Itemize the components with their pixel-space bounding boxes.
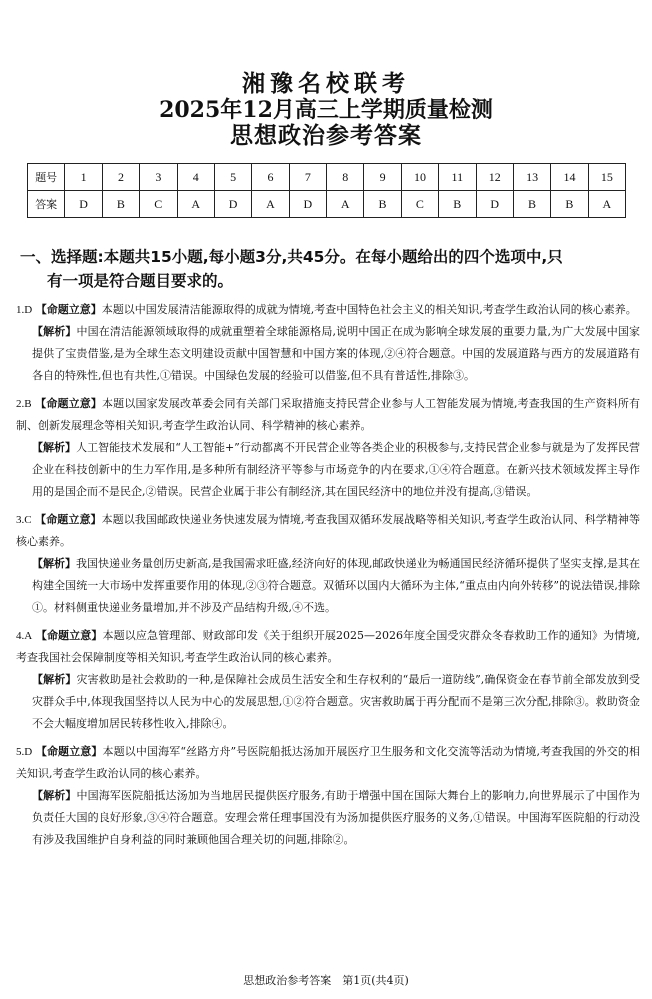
question-number-cell: 10	[401, 164, 438, 191]
question-analysis	[16, 553, 640, 619]
analysis-tag: 【解析】	[32, 673, 77, 686]
answer-cell: D	[289, 191, 326, 218]
question-explanations	[16, 299, 640, 857]
question-explanation	[16, 393, 640, 503]
question-analysis	[16, 437, 640, 503]
intent-tag: 【命题立意】	[35, 745, 103, 758]
question-intent	[16, 741, 640, 785]
answer-cell: D	[65, 191, 102, 218]
question-number-cell: 4	[177, 164, 214, 191]
answer-cell: C	[401, 191, 438, 218]
answer-table	[27, 163, 626, 218]
question-number-cell: 3	[140, 164, 177, 191]
answer-cell: A	[588, 191, 625, 218]
question-number-answer: 5.D	[16, 746, 33, 758]
question-intent	[16, 299, 640, 321]
analysis-tag: 【解析】	[32, 325, 77, 338]
exam-name-title: 2025年12月高三上学期质量检测	[159, 97, 493, 123]
intent-tag: 【命题立意】	[35, 629, 103, 642]
analysis-text: 人工智能技术发展和“人工智能+”行动都离不开民营企业等各类企业的积极参与,支持民营企业参与就是为了发挥民营企业在科技创新中的生力军作用,是多种所有制经济平等参与市场竞争的内在要求,①④符合题意。在新兴技术领域发挥主导作用的是国企而不是民企,②错误。民营企业属于非公有制经济,其在国民经济中的地位并没有提高,③错误。	[32, 441, 640, 498]
answer-cell: B	[364, 191, 401, 218]
question-number-cell: 7	[289, 164, 326, 191]
question-number-cell: 9	[364, 164, 401, 191]
answer-cell: B	[439, 191, 476, 218]
answer-cell: B	[551, 191, 588, 218]
answer-row	[28, 191, 626, 218]
section-heading-line1: 一、选择题:本题共15小题,每小题3分,共45分。在每小题给出的四个选项中,只	[20, 248, 563, 266]
intent-text: 本题以国家发展改革委会同有关部门采取措施支持民营企业参与人工智能发展为情境,考查我国的生产资料所有制、创新发展理念等相关知识,考查学生政治认同、科学精神的核心素养。	[16, 397, 641, 432]
question-explanation	[16, 741, 640, 851]
analysis-text: 中国在清洁能源领域取得的成就重塑着全球能源格局,说明中国正在成为影响全球发展的重要力量,为广大发展中国家提供了宝贵借鉴,是为全球生态文明建设贡献中国智慧和中国方案的体现,②④符合题意。中国的发展道路与西方的发展道路有各自的特殊性,但也有共性,①错误。中国绿色发展的经验可以借鉴,但不具有普适性,排除③。	[32, 325, 640, 382]
question-number-cell: 12	[476, 164, 513, 191]
question-number-cell: 8	[327, 164, 364, 191]
analysis-text: 灾害救助是社会救助的一种,是保障社会成员生活安全和生存权利的“最后一道防线”,确保资金在春节前全部发放到受灾群众手中,体现我国坚持以人民为中心的发展思想,①②符合题意。灾害救助属于再分配而不是第三次分配,排除③。救助资金不会大幅度增加居民转移性收入,排除④。	[32, 673, 640, 730]
question-analysis	[16, 669, 640, 735]
answer-cell: D	[476, 191, 513, 218]
question-analysis	[16, 321, 640, 387]
answer-cell: C	[140, 191, 177, 218]
question-number-answer: 1.D	[16, 304, 33, 316]
question-explanation	[16, 625, 640, 735]
question-number-cell: 1	[65, 164, 102, 191]
analysis-text: 中国海军医院船抵达汤加为当地居民提供医疗服务,有助于增强中国在国际大舞台上的影响力,向世界展示了中国作为负责任大国的良好形象,③④符合题意。安理会常任理事国没有为汤加提供医疗服务的义务,①错误。中国海军医院船的行动没有涉及我国维护自身利益的同时兼顾他国合理关切的问题,排除②。	[32, 789, 640, 846]
exam-org-title: 湘豫名校联考	[242, 70, 410, 97]
question-number-cell: 14	[551, 164, 588, 191]
question-number-row	[28, 164, 626, 191]
intent-tag: 【命题立意】	[35, 303, 102, 316]
section-heading-line2: 有一项是符合题目要求的。	[47, 272, 234, 290]
analysis-tag: 【解析】	[32, 557, 77, 570]
question-number-cell: 11	[439, 164, 476, 191]
intent-text: 本题以中国发展清洁能源取得的成就为情境,考查中国特色社会主义的相关知识,考查学生政治认同的核心素养。	[101, 303, 637, 316]
intent-tag: 【命题立意】	[35, 397, 103, 410]
intent-tag: 【命题立意】	[35, 513, 102, 526]
question-number-answer: 4.A	[16, 630, 33, 642]
answer-cell: D	[214, 191, 251, 218]
question-intent	[16, 393, 640, 437]
question-explanation	[16, 509, 640, 619]
row-label-answer: 答案	[28, 191, 65, 218]
question-number-cell: 6	[252, 164, 289, 191]
question-number-answer: 3.C	[16, 514, 32, 526]
question-number-cell: 2	[102, 164, 139, 191]
answer-cell: A	[252, 191, 289, 218]
answer-cell: B	[513, 191, 550, 218]
answer-cell: B	[102, 191, 139, 218]
analysis-text: 我国快递业务量创历史新高,是我国需求旺盛,经济向好的体现,邮政快递业为畅通国民经济循环提供了坚实支撑,是其在构建全国统一大市场中发挥重要作用的体现,②③符合题意。双循环以国内大循环为主体,“重点由内向外转移”的说法错误,排除①。材料侧重快递业务量增加,并不涉及产品结构升级,④不选。	[32, 557, 641, 614]
analysis-tag: 【解析】	[32, 441, 77, 454]
analysis-tag: 【解析】	[32, 789, 77, 802]
intent-text: 本题以中国海军“丝路方舟”号医院船抵达汤加开展医疗卫生服务和文化交流等活动为情境,考查我国的外交的相关知识,考查学生政治认同的核心素养。	[16, 745, 640, 780]
page-footer: 思想政治参考答案 第1页(共4页)	[243, 974, 409, 987]
question-analysis	[16, 785, 640, 851]
question-number-answer: 2.B	[16, 398, 32, 410]
question-number-cell: 13	[513, 164, 550, 191]
intent-text: 本题以应急管理部、财政部印发《关于组织开展2025—2026年度全国受灾群众冬春救助工作的通知》为情境,考查我国社会保障制度等相关知识,考查学生政治认同的核心素养。	[16, 629, 641, 664]
question-intent	[16, 625, 640, 669]
section-heading	[20, 245, 640, 293]
subject-title: 思想政治参考答案	[230, 122, 422, 149]
question-number-cell: 5	[214, 164, 251, 191]
row-label-number: 题号	[28, 164, 65, 191]
answer-cell: A	[177, 191, 214, 218]
intent-text: 本题以我国邮政快递业务快速发展为情境,考查我国双循环发展战略等相关知识,考查学生政治认同、科学精神等核心素养。	[16, 513, 641, 548]
answer-cell: A	[327, 191, 364, 218]
question-explanation	[16, 299, 640, 387]
question-intent	[16, 509, 640, 553]
question-number-cell: 15	[588, 164, 625, 191]
